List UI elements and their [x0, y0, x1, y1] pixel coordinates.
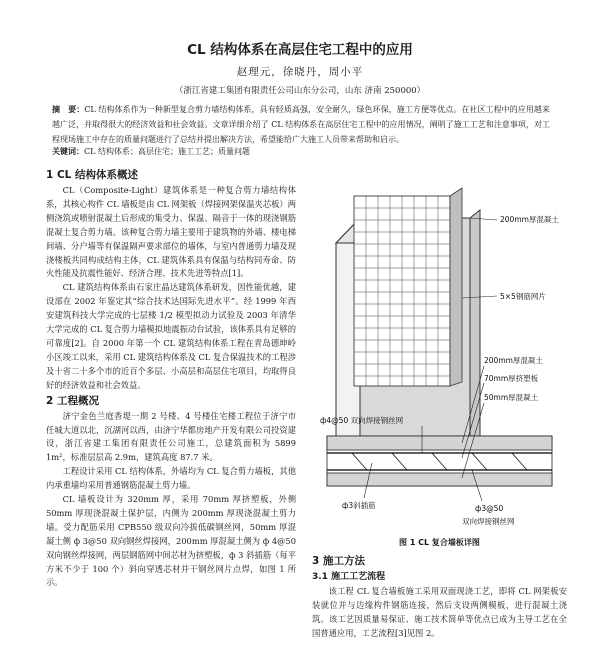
- section-2-paragraph-3: CL 墙板设计为 320mm 厚，采用 70mm 厚挤塑板，外侧 50mm 厚现浇混凝土保护层，内侧为 200mm 厚现浇混凝土剪力墙。受力配筋采用 CPB550 级双向冷拔低碳钢丝网，50mm 厚混凝土侧 ф 3@50 双向钢丝焊接网，200mm 厚混凝土侧为 ф 4@50 双向钢丝焊接网，两层钢筋网中间芯材为挤塑板，ф 3 斜插筋（每平方米不少于 100 个）斜向穿透芯材并干钢丝网片点焊，如图 1 所示。: [46, 494, 296, 588]
- section-3-1-paragraph: 该工程 CL 复合墙板施工采用双面现浇工艺，即将 CL 网架板安装就位并与边缘构件钢筋连接，然后支设两侧模板，进行混凝土浇筑。该工艺因质量易保证、施工技术简单等优点已成为主导工艺在全国普通应用，工艺流程[3]见图 2。: [312, 586, 567, 638]
- section-concrete-200: [327, 436, 552, 450]
- section-1-paragraph-2: CL 建筑结构体系由石家庄晶达建筑体系研发，因性能优越，建设部在 2002 年鉴定其“综合技术达国际先进水平”。经 1999 年西安建筑科技大学完成的七层楼 1/2 模型拟动力试验及 2003 年清华大学完成的 CL 复合剪力墙模拟地震振动台试验，该体系具有足够的可靠度[2]。自 2000 年第一个 CL 建筑结构体系工程在青岛德坤岭小区竣工以来，采用 CL 建筑结构体系及 CL 复合保温技术的工程涉及十省二十多个市的近百个多层、小高层和高层住宅项目，均取得良好的经济效益和社会效益。: [46, 282, 296, 390]
- figure-caption: 图 1 CL 复合墙板详图: [399, 538, 480, 547]
- label-mesh-net: 双向焊接钢丝网: [462, 517, 515, 526]
- label-phi4-mesh: ф4@50 双向焊接钢丝网: [320, 416, 404, 425]
- section-2-heading: 2 工程概况: [46, 394, 99, 407]
- paper-title: CL 结构体系在高层住宅工程中的应用: [187, 42, 413, 58]
- section-2-paragraph-2: 工程设计采用 CL 结构体系，外墙均为 CL 复合剪力墙板，其他内承重墙均采用普通钢筋混凝土剪力墙。: [46, 466, 296, 491]
- label-200mm-concrete: 200mm厚混凝土: [484, 356, 543, 365]
- section-1-heading: 1 CL 结构体系概述: [46, 169, 139, 181]
- wall-right-section: [470, 210, 480, 453]
- abstract-label: 摘 要：: [52, 105, 85, 114]
- wall-section-detail: [327, 436, 552, 486]
- insulation-board-edge: [450, 188, 462, 386]
- label-mesh-panel: 5×5钢筋网片: [500, 292, 546, 301]
- label-50mm-concrete: 50mm厚混凝土: [484, 393, 539, 402]
- abstract: [52, 102, 550, 147]
- section-1-paragraph-1: CL（Composite-Light）建筑体系是一种复合剪力墙结构体系，其核心构件 CL 墙板是由 CL 网架板（焊接网架保温夹芯板）两侧浇筑或喷射混凝土后形成的集受力、保温、隔音于一体的现浇钢筋混凝土复合剪力墙。该种复合剪力墙主要用于建筑物的外墙、楼电梯间墙、分户墙等有保温隔声要求部位的墙体，与室内普通剪力墙及现浇楼板共同构成结构主体，CL 建筑体系具有保温与结构同寿命、防火性能及抗震性能好、经济合理、技术先进等特点[1]。: [46, 185, 296, 279]
- section-concrete-50: [327, 473, 552, 486]
- left-column: [46, 167, 296, 590]
- label-phi3-diagonal: ф3斜插筋: [342, 501, 376, 510]
- paper-affiliation: （浙江省建工集团有限责任公司山东分公司，山东 济南 250000）: [174, 86, 426, 96]
- keywords: [52, 146, 550, 157]
- abstract-text: CL 结构体系作为一种新型复合剪力墙结构体系，具有轻质高强，安全耐久，绿色环保，施工方便等优点。在社区工程中的应用越来越广泛，并取得很大的经济效益和社会效益。文章详细介绍了 CL 结构体系在高层住宅工程中的应用情况，阐明了施工工艺和注意事项，对工程现场施工中存在的质量问题进行了总结并提出解决方法，希望能给广大施工人员带来帮助和启示。: [52, 105, 550, 144]
- keywords-text: CL 结构体系；高层住宅；施工工艺；质量问题: [84, 147, 250, 156]
- cl-wall-figure: [312, 168, 567, 538]
- paper-authors: 赵理元，徐晓丹，周小平: [236, 66, 364, 78]
- keywords-label: 关键词：: [52, 147, 84, 156]
- label-200mm-concrete-top: 200mm厚混凝土: [500, 215, 559, 224]
- section-2-paragraph-1: 济宁金色兰庭香堤一期 2 号楼、4 号楼住宅楼工程位于济宁市任城大道以北，沉湖河以西，由济宁华都房地产开发有限公司投资建设，浙江省建工集团有限责任公司施工，总建筑面积为 5899 1m²，标准层层高 2.9m，建筑高度 87.7 米。: [46, 410, 296, 463]
- section-3-1-heading: 3.1 施工工艺流程: [312, 572, 386, 582]
- label-phi3-50: ф3@50: [475, 504, 504, 513]
- wall-3d-sketch: [336, 188, 480, 478]
- right-column: [312, 553, 567, 641]
- section-3-heading: 3 施工方法: [312, 555, 365, 567]
- label-70mm-eps: 70mm厚挤塑板: [484, 374, 539, 383]
